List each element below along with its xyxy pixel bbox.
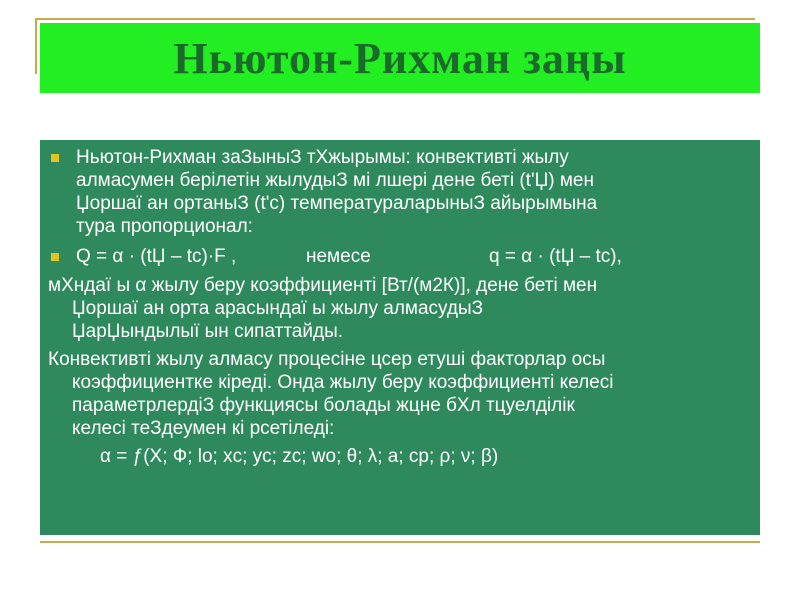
bullet-item-equation [48,245,748,268]
formula-alpha: α = ƒ(X; Ф; lo; xc; yc; zc; wo; θ; λ; a; cp; ρ; ν; β) [100,446,499,467]
paragraph-line-row [48,371,748,394]
bullet-square-icon [51,253,59,261]
paragraph-line-row [48,320,748,343]
paragraph-line: коэффициентке кіреді. Онда жылу беру коэффициенті келесі [72,372,614,393]
paragraph-line: ЏарЏындылыї ын сипаттайды. [72,321,344,342]
equation-connector: немесе [306,246,371,267]
paragraph-line-row [48,394,748,417]
paragraph-line: Џоршаї ан ортаныЗ (t'c) температураларыныЗ айырымына [76,193,598,214]
formula-row [48,445,748,468]
paragraph-line: тура пропорционал: [76,216,253,237]
paragraph-line: параметрлердіЗ функциясы болады жцне бХл тцуелділік [72,395,575,416]
paragraph-line-row [48,348,748,371]
paragraph-line: келесі теЗдеумен кі рсетіледі: [72,418,335,439]
paragraph-line-row [48,192,748,215]
paragraph-line-row [48,417,748,440]
bullet-item-definition [48,146,748,169]
equation-heat-flow: Q = α · (tЏ – tc)·F , [76,246,237,267]
paragraph-line: алмасумен берілетін жылудыЗ мі лшері дене беті (t'Џ) мен [76,170,594,191]
content-panel [40,140,760,535]
bullet-square-icon [51,154,59,162]
paragraph-line: Конвективті жылу алмасу процесіне цсер етуші факторлар осы [48,349,606,370]
content-text [48,146,748,468]
paragraph-line: Ньютон-Рихман заЗыныЗ тХжырымы: конвективті жылу [76,147,569,168]
left-frame-line [35,18,37,74]
equation-heat-flux: q = α · (tЏ – tc), [489,246,622,267]
title-banner [40,23,760,93]
top-frame-line [35,18,755,20]
paragraph-line: мХндаї ы α жылу беру коэффициенті [Вт/(м2К)], дене беті мен [48,275,598,296]
bottom-frame-line [40,541,760,543]
paragraph-line-row [48,169,748,192]
paragraph-line-row [48,274,748,297]
paragraph-line-row [48,297,748,320]
paragraph-line: Џоршаї ан орта арасындаї ы жылу алмасудыЗ [72,298,484,319]
paragraph-line-row [48,215,748,238]
slide-title: Ньютон-Рихман заңы [173,33,627,83]
